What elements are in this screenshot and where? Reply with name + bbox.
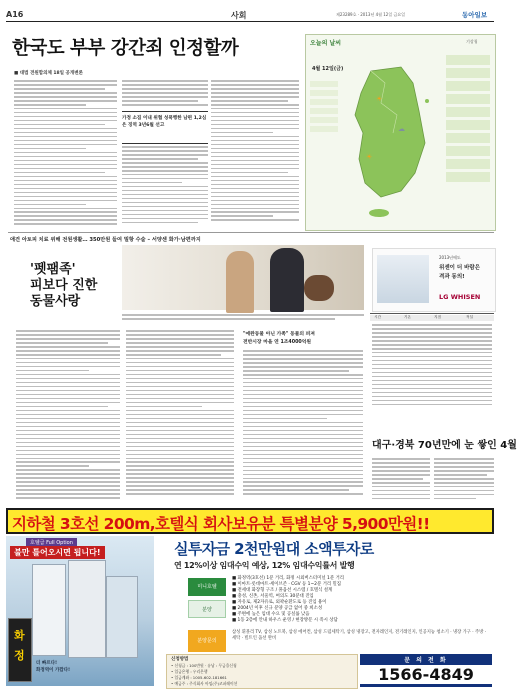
- lg-ad-line3: 격과 동의!: [439, 274, 465, 280]
- weather-date: 4월 12일(금): [312, 66, 344, 72]
- table-col-header-1: 시간: [374, 315, 381, 319]
- ad-phone[interactable]: 1566-4849: [360, 665, 492, 684]
- main-body-col4: [211, 80, 299, 228]
- table-col-header-2: 기온: [404, 315, 411, 319]
- weather-source: 기상청: [466, 39, 478, 44]
- ad-bullet: ■ 1동 2층에 안내 하우스 운영 / 현장방문 시 즉시 상담: [232, 618, 338, 623]
- sun-icon-2: ☀: [366, 153, 373, 161]
- feature-subhead: "애완동물 아닌 가족" 동물의 퍼져: [243, 332, 315, 337]
- ad-left-visual: [6, 536, 154, 686]
- page-number: A16: [6, 10, 24, 19]
- lg-ad-image: [377, 255, 429, 303]
- ad-hero-sub: 연 12%이상 임대수익 예상, 12% 임대수익률서 발행: [174, 561, 355, 570]
- photo-caption-lines: [122, 314, 364, 326]
- ad-info-line: • 신청금 : 100만원 · 유납 : 무금융신청: [171, 663, 237, 668]
- ad-info-line: • 입금계좌 : 1005-602-181661: [171, 675, 227, 680]
- ad-bullet: ■ 2004년 이후 신규 분양 공급 없어 중 희소성: [232, 606, 323, 611]
- ad-bullet: ■ 자유로, 제2자유로, 외곽순환도로 등 진입 용이: [232, 600, 327, 605]
- weather-map: [341, 63, 441, 223]
- feature-headline-3: 동물사랑: [30, 294, 81, 309]
- ad-banner-text: 지하철 3호선 200m,호텔식 회사보유분 특별분양 5,900만원!!: [12, 515, 430, 533]
- ad-info-title: 신청방법: [171, 657, 189, 662]
- ad-banner: [6, 508, 494, 534]
- header-rule: [6, 21, 494, 22]
- ad-paragraph: 삼성 휘몰리 TV, 삼성 노트북, 삼성 에어컨, 삼성 드럼세탁기, 삼성 냉장고, 전자레인지, 전기레인지, 인공지능 청소기 · 냉장 가구 · 주방 · 세탁 · 빌트인 옵션 완비: [232, 630, 487, 641]
- ad-info-line: • 예금주 : 주식회사 아임(주)코퍼레이션: [171, 681, 238, 686]
- feature-photo: [122, 245, 364, 310]
- ad-info-line: • 입금은행 : 우리은행: [171, 669, 208, 674]
- weather-title: 오늘의 날씨: [310, 40, 342, 47]
- ad-contact-title: 문 의 전 화: [404, 657, 448, 664]
- cloud-icon: ☁: [398, 125, 405, 133]
- ad-info-box: [166, 654, 358, 689]
- snowfall-table: [370, 313, 494, 412]
- main-body-col3: [122, 146, 208, 228]
- ad-building-3: [106, 576, 138, 658]
- ad-building-1: [32, 564, 66, 656]
- snow-body-col1: [372, 458, 430, 504]
- person-figure-right: [270, 248, 304, 312]
- feature-body-col2: [126, 330, 234, 502]
- ad-bullets: [232, 576, 490, 626]
- main-body-col1: [14, 80, 117, 228]
- ad-sign-char-1: 화: [14, 629, 25, 642]
- ad-bullet: ■ 충성, 신촌, 서울역, 여의도 30분대 진입: [232, 594, 314, 599]
- weather-legend-right: [446, 55, 490, 225]
- ad-bullet: ■ 이마트·롯데마트·세이브존 · CGV 등 1~2분 거리 밀집: [232, 582, 341, 587]
- snow-headline: 대구·경북 70년만에 눈 쌓인 4월: [372, 440, 517, 451]
- feature-subhead-2: 전반시장 마을 연 1조4000억원: [243, 340, 312, 345]
- feature-headline-1: '펫팸족': [30, 262, 76, 277]
- ad-left-caption-2: 화정역이 가깝다!: [36, 668, 71, 673]
- ad-bullet: ■ 주변에 높은 임대 수요 및 공실률 낮음: [232, 612, 310, 617]
- ad-left-caption-1: 더 빠르다!: [36, 661, 58, 666]
- lg-ad-line2: 위센이 더 바람은: [439, 265, 481, 271]
- brand-logo: 동아일보: [462, 11, 488, 19]
- ad-badge-small: 호텔급 Full Option: [26, 538, 77, 547]
- sun-icon: ☀: [376, 95, 383, 103]
- table-col-header-3: 지점: [434, 315, 441, 319]
- lg-ad-line1: 2013년에도: [439, 255, 461, 260]
- secondary-headline-bar: [8, 232, 494, 233]
- table-header: [370, 315, 494, 321]
- ad-sign-char-2: 정: [14, 649, 25, 662]
- pull-quote: 가정 소집 이내 위협 성폭행한 남편 1,2심은 징역 3년6월 선고: [122, 111, 208, 144]
- secondary-headline: 애견 아토피 치료 위해 전원생활… 350만원 들여 밀항 수술 – 서양센 화가·남편까지: [10, 237, 201, 243]
- dog-figure: [304, 275, 334, 301]
- feature-headline-2: 피보다 진한: [30, 278, 98, 293]
- feature-body-col1: [16, 330, 120, 502]
- ad-sign: [8, 618, 32, 682]
- ad-hero-title: 실투자금 2천만원대 소액투자로: [174, 540, 374, 558]
- main-body-col2: [122, 80, 208, 108]
- snow-body-col2: [434, 458, 494, 504]
- ad-label-contract: 분양문의: [188, 630, 226, 652]
- person-figure-left: [226, 251, 254, 313]
- ad-label-left-mid: 분양: [188, 600, 226, 618]
- feature-body-col3: [243, 350, 363, 500]
- main-byline: ■ 대법 전원합의체 18일 공개변론: [14, 71, 83, 76]
- weather-legend-left: [310, 81, 338, 201]
- section-label: 사회: [231, 11, 247, 20]
- ad-bullet: ■ 전세대 화장형 구조 / 풀옵션 시스템 / 호텔식 설계: [232, 588, 333, 593]
- table-col-header-4: 적설: [466, 315, 473, 319]
- page-header: [6, 10, 494, 30]
- bottom-ad: [6, 508, 494, 689]
- main-headline: 한국도 부부 강간죄 인정할까: [12, 38, 239, 59]
- issue-meta: 제23289호 · 2013년 4월 12일 금요일: [336, 12, 406, 17]
- lg-ad: [372, 248, 496, 312]
- ad-contact-box: [360, 654, 492, 687]
- ad-label-left-top: 미니호텔: [188, 578, 226, 596]
- table-rows: [372, 324, 492, 410]
- weather-box: [305, 34, 496, 231]
- lg-ad-brand: LG WHISEN: [439, 293, 481, 301]
- ad-bullet: ■ 화정역(3호선) 1분 거리, 화정 시외버스터미널 1분 거리: [232, 576, 344, 581]
- ad-building-2: [68, 560, 106, 658]
- ad-badge-main: 불만 틀어오시면 됩니다!: [10, 546, 105, 559]
